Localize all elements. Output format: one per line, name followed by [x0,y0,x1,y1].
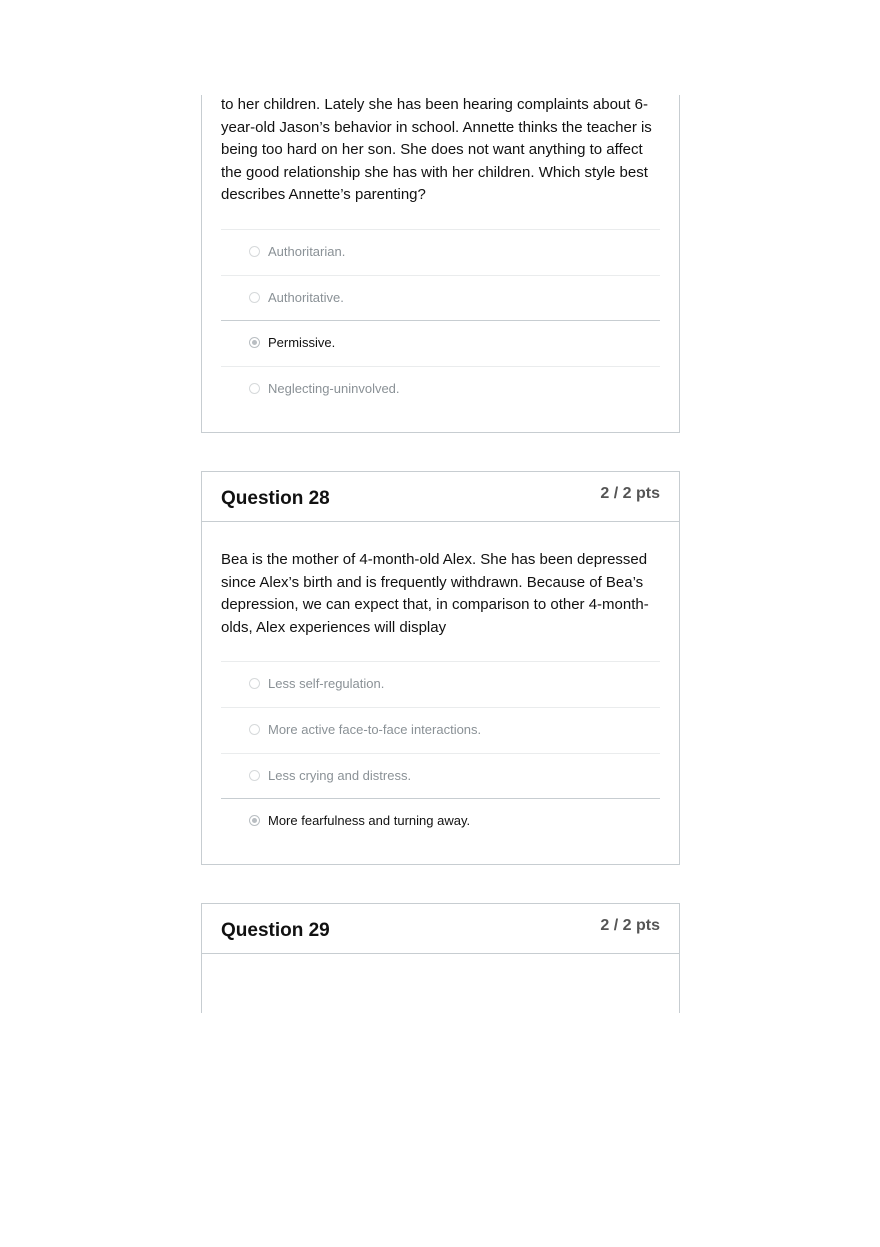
answer-option-selected[interactable] [221,798,660,844]
radio-button[interactable] [249,383,260,394]
radio-button-selected[interactable] [249,337,260,348]
answer-label: Authoritative. [268,289,344,305]
question-header [202,472,679,522]
radio-button[interactable] [249,678,260,689]
answer-label: Permissive. [268,335,336,351]
answer-label: Less self-regulation. [268,676,385,692]
question-28-card [201,471,680,865]
answer-option[interactable] [221,229,660,275]
radio-button-selected[interactable] [249,815,260,826]
question-27-text: to her children. Lately she has been hearing complaints about 6-year-old Jason’s behavior in school. Annette thinks the teacher is being too hard on her son. She does not want anything to affect the good relationship she has with her children. Which style best describes Annette’s parenting? [221,96,652,204]
answer-option[interactable] [221,753,660,799]
answer-option[interactable] [221,661,660,707]
radio-button[interactable] [249,724,260,735]
answer-label: More active face-to-face interactions. [268,721,482,737]
radio-button[interactable] [249,770,260,781]
answer-label: More fearfulness and turning away. [268,813,471,829]
answer-label: Neglecting-uninvolved. [268,380,400,396]
question-points: 2 / 2 pts [600,485,660,502]
answer-option[interactable] [221,366,660,412]
question-title: Question 29 [221,920,330,941]
question-header [202,904,679,954]
radio-button[interactable] [249,246,260,257]
answer-label: Authoritarian. [268,243,346,259]
radio-button[interactable] [249,292,260,303]
answer-option[interactable] [221,707,660,753]
question-28-text: Bea is the mother of 4-month-old Alex. She has been depressed since Alex’s birth and is frequently withdrawn. Because of Bea’s depression, we can expect that, in comparison to other 4-month-olds, Alex experiences will display [221,551,649,636]
answer-label: Less crying and distress. [268,767,412,783]
answer-option-selected[interactable] [221,320,660,366]
question-27-answers [221,229,660,411]
question-title: Question 28 [221,488,330,509]
question-points: 2 / 2 pts [600,917,660,934]
question-27-card [201,95,680,433]
answer-option[interactable] [221,275,660,321]
question-28-answers [221,661,660,843]
question-29-card [201,903,680,1013]
